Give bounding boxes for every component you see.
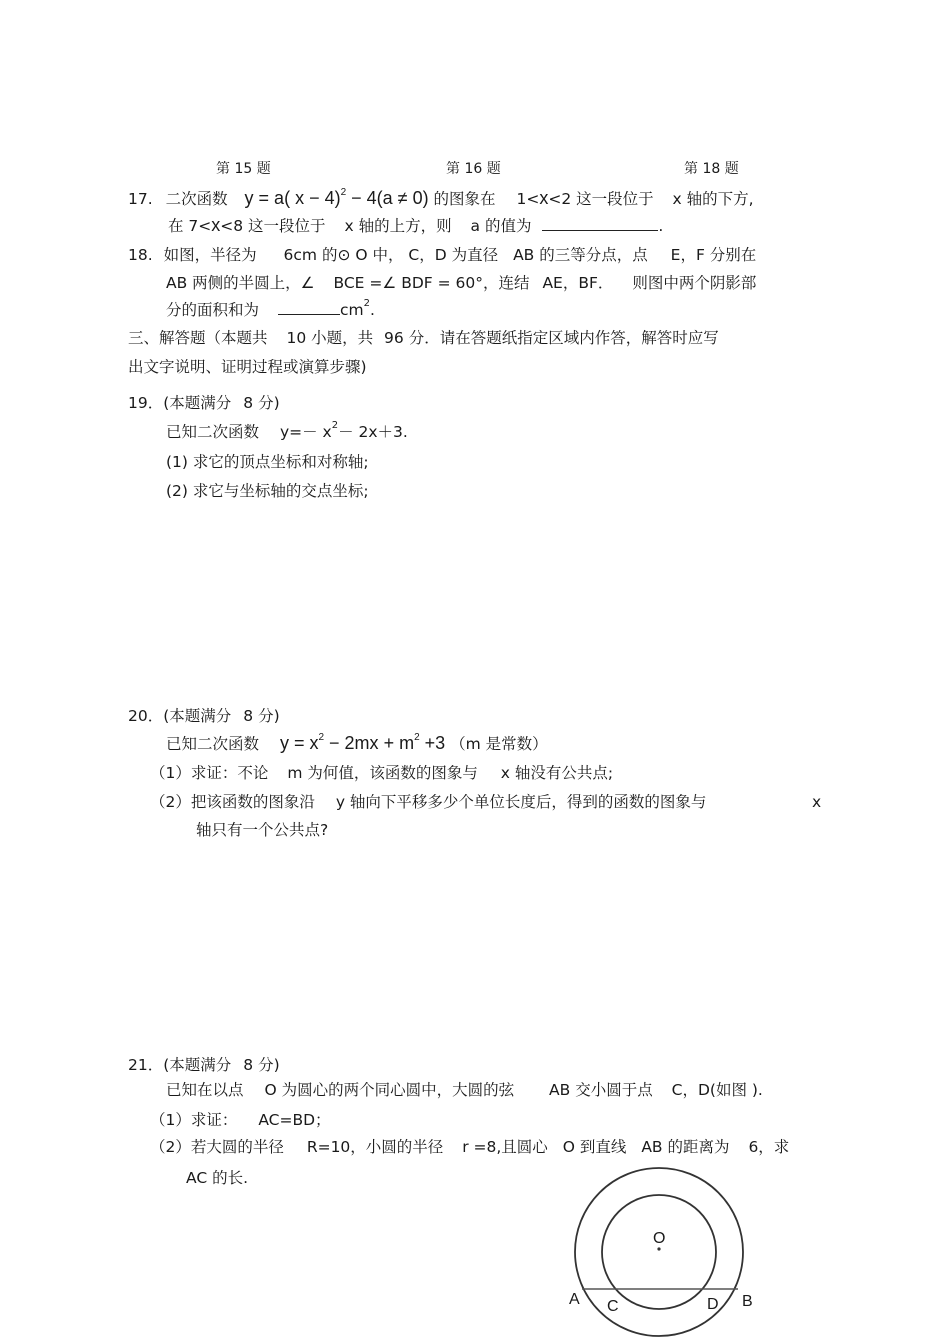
- q20-part2-x: x: [812, 793, 822, 811]
- q21-given: 已知在以点 O 为圆心的两个同心圆中，大圆的弦 AB 交小圆于点 C，D(如图 ).: [166, 1081, 763, 1099]
- section3-heading: 三、解答题（本题共 10 小题，共 96 分．请在答题纸指定区域内作答，解答时应写: [128, 329, 719, 347]
- q20-part2: （2）把该函数的图象沿 y 轴向下平移多少个单位长度后，得到的函数的图象与: [150, 793, 707, 811]
- q18-line1: 18. 如图，半径为 6cm 的⊙ O 中， C，D 为直径 AB 的三等分点，点 E，F 分别在: [128, 246, 757, 264]
- q17-line1: 17. 二次函数 y = a( x − 4)$^2$ − 4(a ≠ 0) 的图象在 1<x<2 这一段位于 x 轴的下方,: [128, 187, 754, 208]
- label-d: D: [707, 1296, 719, 1313]
- q18-number: 18.: [128, 246, 153, 264]
- label-o: O: [653, 1230, 666, 1247]
- q17-line2: 在 7<x<8 这一段位于 x 轴的上方，则 a 的值为 .: [168, 215, 664, 235]
- caption-q18: 第 18 题: [684, 161, 739, 177]
- label-b: B: [742, 1293, 753, 1310]
- q19-part2: (2) 求它与坐标轴的交点坐标;: [166, 482, 369, 500]
- q21-figure: [560, 1160, 760, 1344]
- small-circle: [602, 1195, 716, 1309]
- section3-heading-line2: 出文字说明、证明过程或演算步骤): [128, 358, 367, 376]
- label-a: A: [569, 1291, 580, 1308]
- q17-answer-blank: [542, 216, 658, 231]
- q20-part1: （1）求证：不论 m 为何值，该函数的图象与 x 轴没有公共点;: [150, 764, 614, 782]
- q21-part2-line2: AC 的长.: [186, 1169, 249, 1187]
- q20-part2-line2: 轴只有一个公共点?: [196, 821, 329, 839]
- q18-line2: AB 两侧的半圆上，∠ BCE =∠ BDF = 60°，连结 AE，BF． 则图中两个阴影部: [166, 274, 757, 292]
- q19-header: 19．(本题满分 8 分): [128, 394, 280, 412]
- caption-q16: 第 16 题: [446, 161, 501, 177]
- q17-number: 17.: [128, 190, 153, 208]
- q20-formula: $y = x^2 - 2mx + m^2 +3$: [279, 732, 446, 753]
- q21-part2: （2）若大圆的半径 R=10，小圆的半径 r =8,且圆心 O 到直线 AB 的距离为 6，求: [150, 1138, 790, 1156]
- q18-answer-blank: [278, 300, 340, 315]
- caption-q15: 第 15 题: [216, 161, 271, 177]
- center-point: [657, 1247, 660, 1250]
- q21-header: 21．(本题满分 8 分): [128, 1056, 280, 1074]
- q21-part1: （1）求证： AC=BD；: [150, 1111, 331, 1129]
- label-c: C: [607, 1298, 619, 1315]
- q18-line3: 分的面积和为 $cm^2$.: [166, 298, 375, 319]
- q20-given: 已知二次函数 $y = x^2 - 2mx + m^2 +3$ （m 是常数）: [166, 732, 548, 753]
- q17-formula: y = a( x − 4)$^2$ − 4(a ≠ 0): [244, 187, 429, 208]
- q19-given: 已知二次函数 $y=- x^2- 2x+3$.: [166, 420, 408, 441]
- q20-header: 20．(本题满分 8 分): [128, 707, 280, 725]
- q19-part1: (1) 求它的顶点坐标和对称轴;: [166, 453, 369, 471]
